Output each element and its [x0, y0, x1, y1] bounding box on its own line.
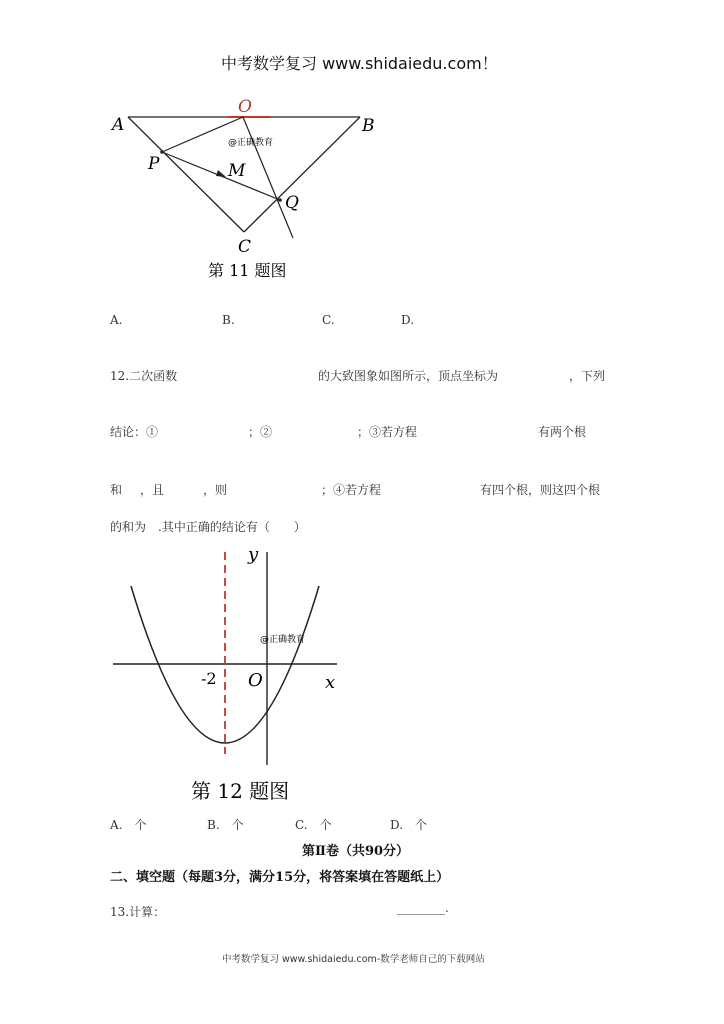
q13-label: 13.计算： [110, 905, 166, 919]
label-O: O [238, 97, 252, 117]
q12-option-d: D. 个 [390, 818, 428, 832]
q12-line3-part1: 和 [110, 483, 123, 497]
page-header-title: 中考数学复习 www.shidaiedu.com！ [221, 54, 498, 73]
point-Q [278, 198, 282, 202]
point-P [160, 150, 164, 154]
q12-line4: 的和为 .其中正确的结论有（ ） [110, 520, 306, 534]
figure-11-geometry [100, 90, 400, 290]
q12-line2-part2: ；② [248, 425, 273, 439]
figure-12-caption: 第 12 题图 [191, 779, 290, 803]
figure-12-watermark: @正确教育 [260, 635, 306, 645]
label-P: P [148, 154, 160, 174]
label-B: B [362, 116, 375, 136]
q12-option-c: C. 个 [295, 818, 332, 832]
line-OQ [243, 117, 293, 238]
part2-title: 第Ⅱ卷（共90分） [302, 844, 410, 859]
q12-option-b: B. 个 [207, 818, 244, 832]
label-Q: Q [285, 193, 299, 213]
q12-option-a: A. 个 [110, 818, 147, 832]
q13-answer-blank: ________. [397, 901, 449, 915]
label-y: y [248, 544, 259, 565]
figure-11-caption: 第 11 题图 [208, 261, 287, 280]
section-fill-in-title: 二、填空题（每题3分，满分15分，将答案填在答题纸上） [110, 870, 450, 885]
label-A: A [112, 115, 125, 135]
q12-line1-part3: ，下列 [569, 369, 606, 383]
segment-BC [244, 117, 360, 232]
q12-line2-part1: 结论：① [110, 425, 159, 439]
page-footer: 中考数学复习 www.shidaiedu.com-数学老师自己的下载网站 [222, 954, 485, 965]
q12-line1-part1: 12.二次函数 [110, 369, 178, 383]
label-C: C [238, 237, 252, 257]
q12-line3-part5: 有四个根，则这四个根 [480, 483, 601, 497]
label-neg2: -2 [201, 669, 217, 688]
q11-option-a: A. [110, 313, 123, 327]
q11-option-d: D. [401, 313, 415, 327]
figure-12-parabola [105, 540, 355, 810]
q12-line3-part4: ；④若方程 [321, 483, 382, 497]
q12-line3-part3: ，则 [203, 483, 228, 497]
q12-line2-part3: ；③若方程 [357, 425, 418, 439]
label-M: M [228, 161, 246, 181]
arrow-M-marker [216, 170, 226, 177]
q11-option-b: B. [222, 313, 235, 327]
q11-option-c: C. [322, 313, 335, 327]
q12-line1-part2: 的大致图象如图所示，顶点坐标为 [318, 369, 499, 383]
figure-11-watermark: @正确教育 [228, 138, 274, 148]
q12-line2-part4: 有两个根 [538, 425, 587, 439]
q12-line3-part2: ，且 [140, 483, 165, 497]
label-x: x [325, 672, 336, 693]
label-origin: O [248, 670, 263, 691]
segment-AC [128, 117, 244, 232]
